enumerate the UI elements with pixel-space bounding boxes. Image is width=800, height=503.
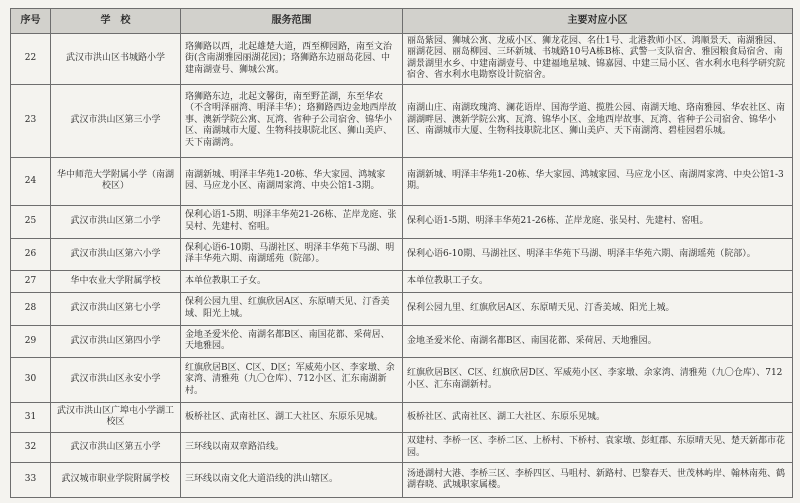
row-service-range: 板桥社区、武南社区、湖工大社区、东原乐见城。 (181, 402, 403, 432)
row-service-range: 三环线以南双章路沿线。 (181, 433, 403, 463)
row-service-range: 珞狮路以西，北起雄楚大道，西至柳园路，南至文治街(含南湖雅园丽湖花园)；珞狮路东边丽岛花园、中建南湖壹号、狮城公寓。 (181, 34, 403, 85)
row-seq: 31 (11, 402, 51, 432)
row-seq: 27 (11, 271, 51, 293)
row-school: 武汉市洪山区第七小学 (51, 293, 181, 325)
table-row (11, 325, 793, 357)
row-main-areas: 双建村、李桥一区、李桥二区、上桥村、下桥村、袁家墩、彭虹郡、东原晴天见、楚天新都市花园。 (403, 433, 793, 463)
table-row (11, 157, 793, 206)
table-row (11, 238, 793, 270)
row-school: 武汉市洪山区第六小学 (51, 238, 181, 270)
table-row (11, 84, 793, 157)
row-school: 华中师范大学附属小学（南湖校区） (51, 157, 181, 206)
row-main-areas: 本单位教职工子女。 (403, 271, 793, 293)
row-school: 武汉市洪山区第四小学 (51, 325, 181, 357)
row-seq: 28 (11, 293, 51, 325)
row-service-range: 红旗欣居B区、C区、D区；军威苑小区、李家墩、余家湾、清雅苑（九〇仓库）、712小区、汇东南湖新村。 (181, 358, 403, 403)
row-school: 武汉市洪山区永安小学 (51, 358, 181, 403)
row-service-range: 三环线以南文化大道沿线的洪山辖区。 (181, 463, 403, 498)
row-main-areas: 南湖新城、明泽丰华苑1-20栋、华大家园、鸿城家园、马应龙小区、南湖周家湾、中央公馆1-3期。 (403, 157, 793, 206)
table-header-row (11, 9, 793, 34)
table-row (11, 433, 793, 463)
table-row (11, 463, 793, 498)
header-service-range: 服务范围 (181, 9, 403, 34)
table-row (11, 358, 793, 403)
table-row (11, 34, 793, 85)
row-main-areas: 保利公园九里、红旗欣居A区、东原晴天见、汀香美域、阳光上城。 (403, 293, 793, 325)
row-seq: 23 (11, 84, 51, 157)
row-school: 武汉市洪山区第五小学 (51, 433, 181, 463)
row-school: 武汉城市职业学院附属学校 (51, 463, 181, 498)
table-row (11, 402, 793, 432)
header-main-areas: 主要对应小区 (403, 9, 793, 34)
school-zoning-table (10, 8, 793, 498)
row-main-areas: 保利心语1-5期、明泽丰华苑21-26栋、芷岸龙庭、张吴村、先建村、窑咀。 (403, 206, 793, 238)
row-main-areas: 板桥社区、武南社区、湖工大社区、东原乐见城。 (403, 402, 793, 432)
row-seq: 29 (11, 325, 51, 357)
row-seq: 26 (11, 238, 51, 270)
row-school: 华中农业大学附属学校 (51, 271, 181, 293)
row-school: 武汉市洪山区第三小学 (51, 84, 181, 157)
row-service-range: 金地圣爱米伦、南湖名都B区、南国花都、采荷居、天地雅园。 (181, 325, 403, 357)
row-service-range: 珞狮路东边，北起文馨街，南至野芷湖，东至华农（不含明泽丽湾、明泽丰华）；珞狮路西边金地西岸故事、澳新学院公寓、瓦湾、省种子公司宿舍、锦华小区、南湖城市大厦、生物科技职院北区、狮山美庐、天下南湖湾。 (181, 84, 403, 157)
row-service-range: 南湖新城、明泽丰华苑1-20栋、华大家园、鸿城家园、马应龙小区、南湖周家湾、中央公馆1-3期。 (181, 157, 403, 206)
row-school: 武汉市洪山区广埠屯小学湖工校区 (51, 402, 181, 432)
table-row (11, 271, 793, 293)
row-seq: 32 (11, 433, 51, 463)
header-school: 学 校 (51, 9, 181, 34)
row-seq: 33 (11, 463, 51, 498)
row-main-areas: 保利心语6-10期、马湖社区、明泽丰华苑下马湖、明泽丰华苑六期、南湖瑶苑（院部）。 (403, 238, 793, 270)
row-seq: 25 (11, 206, 51, 238)
row-seq: 30 (11, 358, 51, 403)
row-service-range: 保利心语6-10期、马湖社区、明泽丰华苑下马湖、明泽丰华苑六期、南湖瑶苑（院部）。 (181, 238, 403, 270)
row-main-areas: 汤逊湖村大港、李桥三区、李桥四区、马咀村、新路村、巴黎春天、世茂林屿岸、翰林南苑、鹤湖春晓、武城职家属楼。 (403, 463, 793, 498)
row-service-range: 本单位教职工子女。 (181, 271, 403, 293)
row-seq: 24 (11, 157, 51, 206)
row-school: 武汉市洪山区书城路小学 (51, 34, 181, 85)
row-main-areas: 红旗欣居B区、C区、红旗欣居D区、军威苑小区、李家墩、余家湾、清雅苑（九〇仓库）、712小区、汇东南湖新村。 (403, 358, 793, 403)
table-row (11, 206, 793, 238)
row-seq: 22 (11, 34, 51, 85)
row-main-areas: 南湖山庄、南湖玫瑰湾、澜花语岸、国海学道、揽胜公园、南湖天地、珞南雅园、华农社区、南湖湖畔居、澳新学院公寓、瓦湾、锦华小区、金地西岸故事、瓦湾、省种子公司宿舍、锦华小区、南湖城市大厦、生物科技职院北区、狮山美庐、天下南湖湾、碧桂园碧乐城。 (403, 84, 793, 157)
row-main-areas: 金地圣爱米伦、南湖名都B区、南国花都、采荷居、天地雅园。 (403, 325, 793, 357)
row-main-areas: 丽岛紫园、狮城公寓、龙威小区、狮龙花园、名仕1号、北港教师小区、鸿顺景天、南湖雅园、丽湖花园、丽岛柳园、三环新城、书城路10号A栋B栋、武警一支队宿舍、雅园粮食局宿舍、南湖景湖里水乡、中建南湖壹号、中建福地星城、锦嘉园、中建三局小区、省水利水电科学研究院宿舍、省水利水电勘察设计院宿舍。 (403, 34, 793, 85)
header-seq: 序号 (11, 9, 51, 34)
row-school: 武汉市洪山区第二小学 (51, 206, 181, 238)
row-service-range: 保利心语1-5期、明泽丰华苑21-26栋、芷岸龙庭、张吴村、先建村、窑咀。 (181, 206, 403, 238)
row-service-range: 保利公园九里、红旗欣居A区、东原晴天见、汀香美域、阳光上城。 (181, 293, 403, 325)
table-row (11, 293, 793, 325)
